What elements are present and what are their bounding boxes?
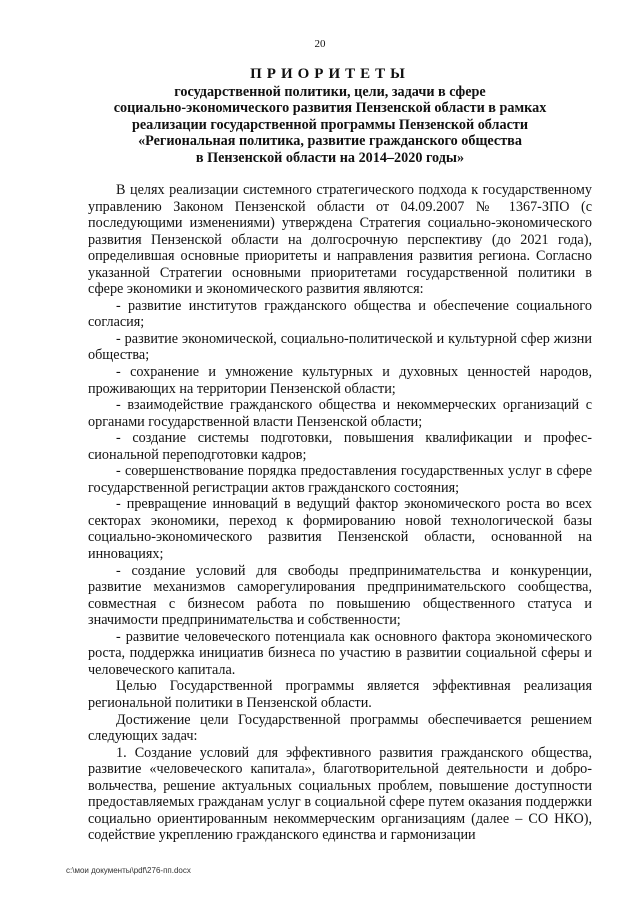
task-paragraph: 1. Создание условий для эффективного развития гражданского общества, развитие «человеческого капитала», благотворительной деятельности и добровольчества, решение актуальных социальных проблем, повышение доступности предоставляемых гражданам услуг в социальной сфере путем оказания поддержки социально ориентированным некоммерческим организациям (далее – СО НКО), содействие укреплению гражданского единства и гармонизации [88, 744, 592, 844]
title-line: «Региональная политика, развитие гражданского общества [138, 133, 522, 150]
title-line: государственной политики, цели, задачи в сфере [174, 83, 486, 100]
goal-paragraph: Целью Государственной программы является эффективная реализация региональной политики в Пензенской области. [88, 678, 592, 711]
priority-item: - создание системы подготовки, повышения квалификации и профессиональной переподготовки кадров; [88, 430, 592, 463]
priority-item: - создание условий для свободы предпринимательства и конкуренции, развитие механизмов саморегулирования предпринимательского сообщества, совместная с бизнесом работа по повышению общественного статуса и значимости предпринимательства и собственности; [88, 562, 592, 629]
priority-item: - превращение инноваций в ведущий фактор экономического роста во всех секторах экономики, переход к формированию новой технологической базы социально-экономического развития Пензенской области, основанной на инновациях; [88, 496, 592, 563]
priority-item: - развитие институтов гражданского общества и обеспечение социального согласия; [88, 297, 592, 331]
document-title [70, 66, 590, 167]
title-line: социально-экономического развития Пензенской области в рамках [113, 100, 547, 117]
intro-paragraph: В целях реализации системного стратегического подхода к государственному управлению Законом Пензенской области от 04.09.2007 № 1367-ЗПО (с последующими изменениями) утверждена Стратегия социально-экономического развития Пензенской области на долгосрочную перспективу (до 2021 года), определившая основные приоритеты и направления развития региона. Согласно указанной Стратегии основными приоритетами государственной политики в сфере экономики и экономического развития являются: [88, 182, 592, 298]
priority-item: - сохранение и умножение культурных и духовных ценностей народов, проживающих на территории Пензенской области; [88, 364, 592, 397]
page-number: 20 [314, 38, 326, 50]
title-heading: ПРИОРИТЕТЫ [250, 66, 410, 82]
tasks-intro-paragraph: Достижение цели Государственной программы обеспечивается решением следующих задач: [88, 711, 592, 745]
footer-file-path: c:\мои документы\pdf\276-пп.docx [66, 866, 191, 875]
priority-item: - совершенствование порядка предоставления государственных услуг в сфере государственной регистрации актов гражданского состояния; [88, 463, 592, 496]
title-line: в Пензенской области на 2014–2020 годы» [195, 149, 465, 166]
title-line: реализации государственной программы Пензенской области [131, 116, 529, 133]
priority-item: - развитие экономической, социально-политической и культурной сфер жизни общества; [88, 330, 592, 364]
document-body [88, 182, 592, 844]
priority-item: - взаимодействие гражданского общества и некоммерческих организаций с органами государственной власти Пензенской области; [88, 397, 592, 430]
priority-item: - развитие человеческого потенциала как основного фактора экономического роста, поддержка инициатив бизнеса по участию в развитии социальной сферы и человеческого капитала. [88, 628, 592, 678]
